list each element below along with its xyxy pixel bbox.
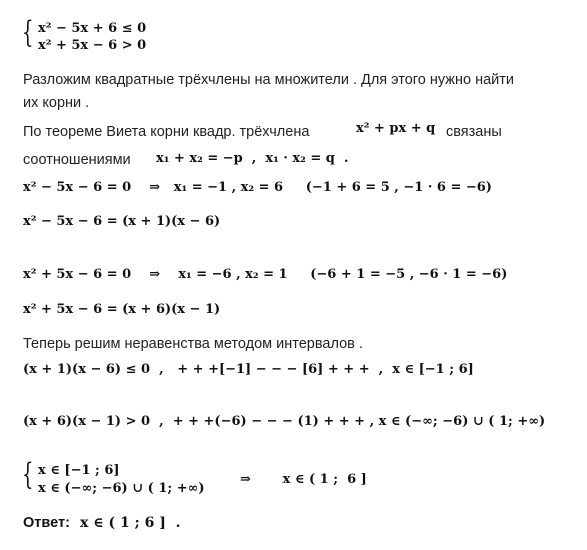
- vieta-polynomial: x² + px + q: [356, 121, 436, 136]
- paragraph-intervals: Теперь решим неравенства методом интервалов .: [23, 336, 363, 352]
- equation2-factored: x² + 5x − 6 = (x + 6)(x − 1): [23, 302, 221, 317]
- answer-value: x ∈ ( 1 ; 6 ] .: [80, 515, 181, 531]
- inequality1-solution: (x + 1)(x − 6) ≤ 0 , + + +[−1] − − − [6] + + + , x ∈ [−1 ; 6]: [23, 362, 474, 377]
- system1-line2: x² + 5x − 6 > 0: [38, 38, 147, 53]
- vieta-text: По теореме Виета корни квадр. трёхчлена: [23, 124, 310, 140]
- equation1-factored: x² − 5x − 6 = (x + 1)(x − 6): [23, 214, 221, 229]
- equation2-roots: x² + 5x − 6 = 0 ⇒ x₁ = −6 , x₂ = 1 (−6 + 1 = −5 , −6 · 1 = −6): [23, 267, 508, 282]
- paragraph-factor-intro-line1: Разложим квадратные трёхчлены на множители . Для этого нужно найти: [23, 72, 514, 88]
- paragraph-factor-intro-line2: их корни .: [23, 95, 90, 111]
- equation1-roots: x² − 5x − 6 = 0 ⇒ x₁ = −1 , x₂ = 6 (−1 + 6 = 5 , −1 · 6 = −6): [23, 180, 492, 195]
- vieta-tail: связаны: [446, 124, 502, 140]
- system2-line2: x ∈ (−∞; −6) ∪ ( 1; +∞): [38, 481, 205, 496]
- system2-result: ⇒ x ∈ ( 1 ; 6 ]: [240, 472, 367, 487]
- vieta-relations-label: соотношениями: [23, 152, 131, 168]
- system2-line1: x ∈ [−1 ; 6]: [38, 463, 120, 478]
- inequality2-solution: (x + 6)(x − 1) > 0 , + + +(−6) − − − (1) + + + , x ∈ (−∞; −6) ∪ ( 1; +∞): [23, 414, 546, 429]
- system-brace-1: {: [22, 15, 34, 50]
- vieta-relations: x₁ + x₂ = −p , x₁ · x₂ = q .: [156, 151, 349, 166]
- system1-line1: x² − 5x + 6 ≤ 0: [38, 21, 147, 36]
- system-brace-2: {: [22, 457, 34, 492]
- answer-label: Ответ:: [23, 515, 70, 531]
